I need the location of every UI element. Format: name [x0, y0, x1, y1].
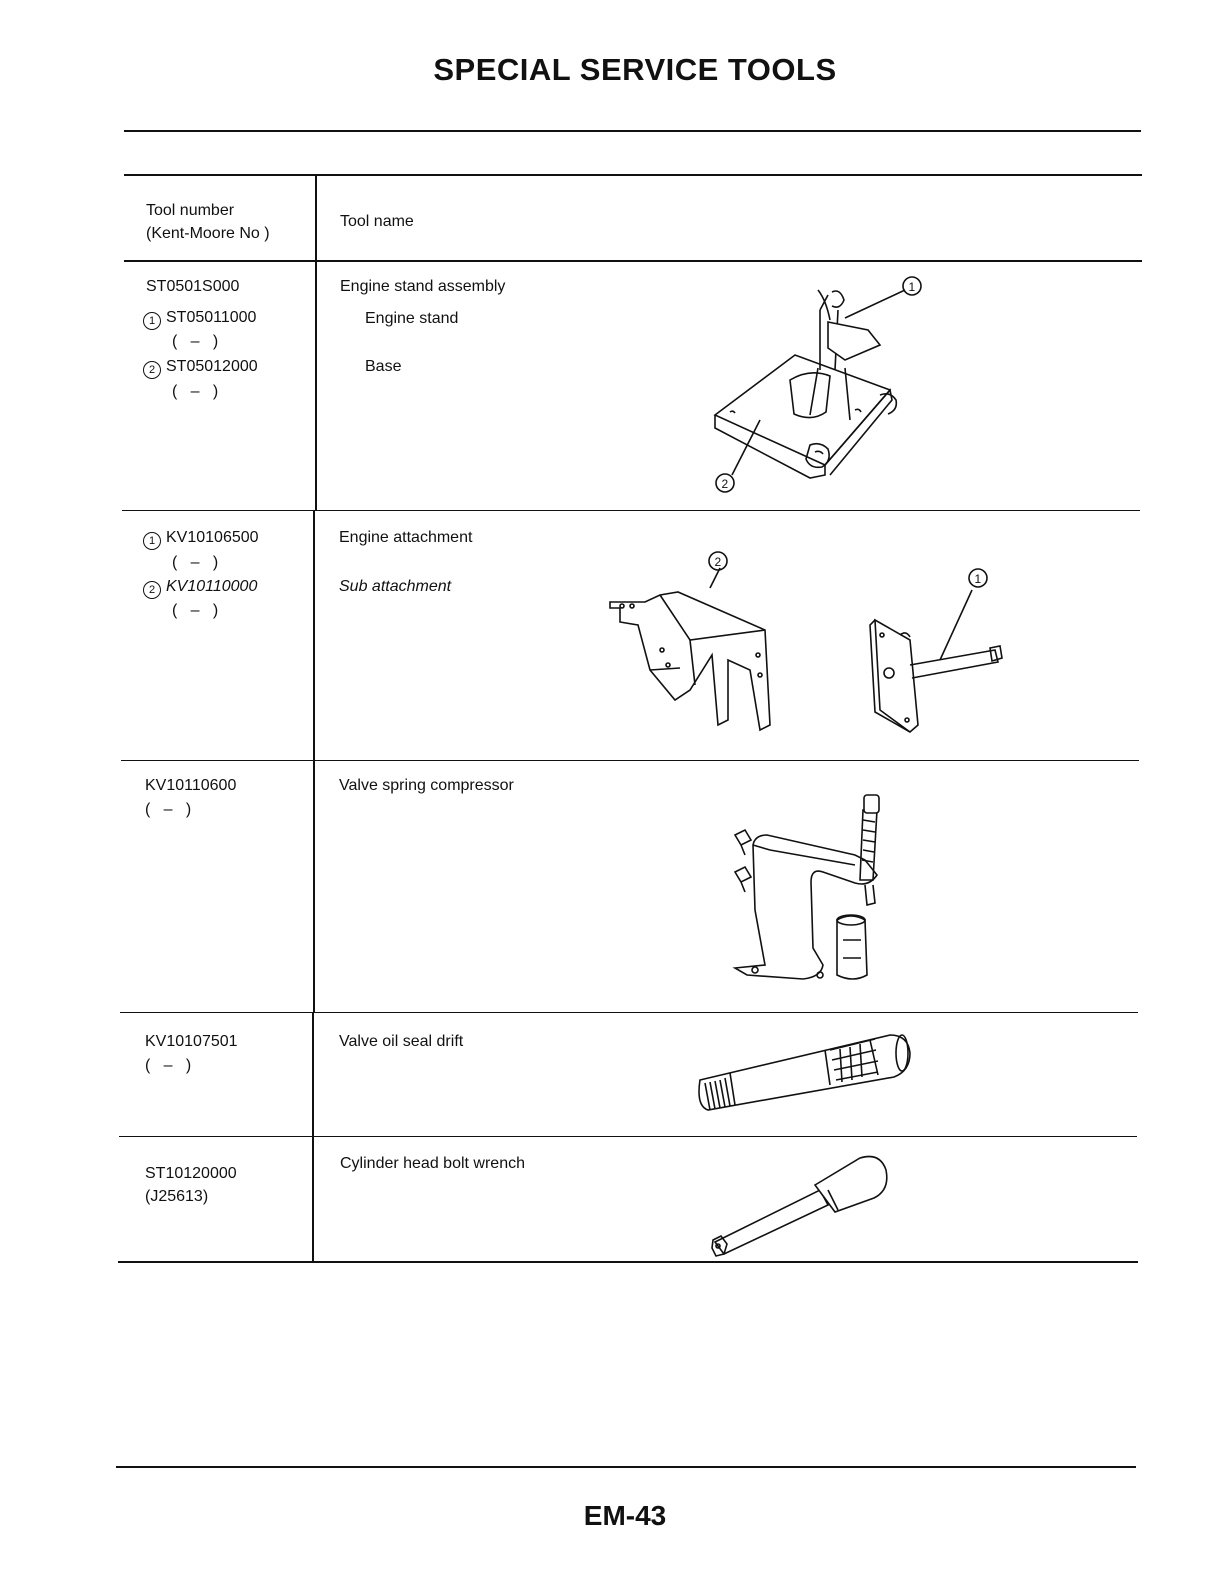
callout-1-label: 1 — [974, 572, 982, 586]
tool-number: ST0501S000 — [146, 278, 240, 295]
row-divider — [121, 760, 1139, 761]
callout-2-label: 2 — [714, 555, 722, 569]
tool-number — [143, 355, 258, 379]
tool-number — [143, 306, 256, 330]
tool-number — [143, 526, 259, 550]
engine-attachment-icon — [600, 550, 1010, 740]
valve-spring-compressor-icon — [725, 790, 925, 990]
row-divider — [119, 1136, 1137, 1137]
part-number: ST05012000 — [166, 358, 258, 375]
tool-number — [143, 575, 257, 599]
header-tool-name: Tool name — [340, 213, 414, 230]
callout-1-marker: 1 — [143, 532, 161, 550]
column-divider — [315, 175, 317, 511]
tool-name: Cylinder head bolt wrench — [340, 1155, 525, 1172]
table-bottom-rule — [118, 1261, 1138, 1263]
kent-moore-number: ( – ) — [145, 801, 192, 818]
row-divider — [120, 1012, 1138, 1013]
part-name: Engine attachment — [339, 529, 473, 546]
callout-2-label: 2 — [721, 477, 729, 491]
callout-2-marker: 2 — [143, 581, 161, 599]
part-number: KV10106500 — [166, 529, 259, 546]
row-divider — [122, 510, 1140, 511]
tool-name: Valve spring compressor — [339, 777, 514, 794]
tool-number: ST10120000 — [145, 1165, 237, 1182]
column-divider — [313, 510, 315, 1012]
column-divider — [312, 1012, 314, 1262]
kent-moore-number: (J25613) — [145, 1188, 209, 1205]
footer-rule — [116, 1466, 1136, 1468]
tool-name: Engine stand assembly — [340, 278, 506, 295]
kent-moore-number: ( – ) — [172, 554, 219, 571]
callout-2-marker: 2 — [143, 361, 161, 379]
part-number: KV10110000 — [166, 578, 258, 595]
header-kent-moore: (Kent-Moore No ) — [146, 225, 270, 242]
table-top-rule — [124, 174, 1142, 176]
callout-1-label: 1 — [908, 280, 916, 294]
valve-oil-seal-drift-icon — [690, 1025, 920, 1115]
top-rule — [124, 130, 1141, 132]
callout-1-marker: 1 — [143, 312, 161, 330]
page-title: SPECIAL SERVICE TOOLS — [433, 52, 837, 87]
part-name: Engine stand — [365, 310, 459, 327]
kent-moore-number: ( – ) — [172, 602, 219, 619]
kent-moore-number: ( – ) — [172, 383, 219, 400]
tool-number: KV10107501 — [145, 1033, 238, 1050]
kent-moore-number: ( – ) — [172, 333, 219, 350]
page-number: EM-43 — [583, 1500, 667, 1531]
kent-moore-number: ( – ) — [145, 1057, 192, 1074]
part-number: ST05011000 — [166, 309, 257, 326]
header-tool-number: Tool number — [146, 202, 235, 219]
tool-number: KV10110600 — [145, 777, 237, 794]
engine-stand-icon — [700, 270, 940, 500]
part-name: Sub attachment — [339, 578, 452, 595]
cylinder-head-bolt-wrench-icon — [710, 1150, 900, 1260]
header-rule — [124, 260, 1142, 262]
part-name: Base — [365, 358, 402, 375]
tool-name: Valve oil seal drift — [339, 1033, 464, 1050]
